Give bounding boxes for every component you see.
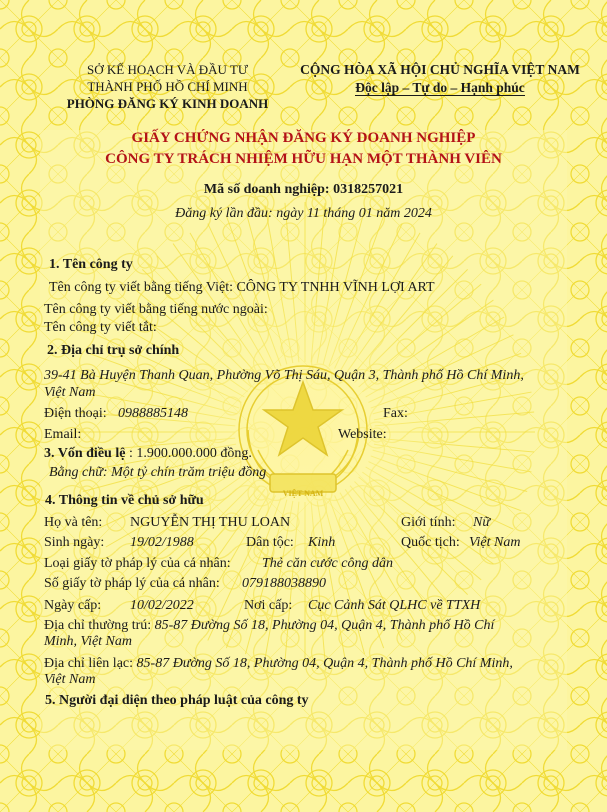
issue-place-value: Cục Cảnh Sát QLHC về TTXH bbox=[308, 598, 481, 613]
idtype-value: Thẻ căn cước công dân bbox=[262, 556, 393, 571]
idno-value: 079188038890 bbox=[242, 576, 326, 591]
charter-capital: 3. Vốn điều lệ : 1.900.000.000 đồng. bbox=[44, 446, 252, 461]
phone-value: 0988885148 bbox=[118, 406, 188, 421]
company-name-foreign: Tên công ty viết bằng tiếng nước ngoài: bbox=[44, 302, 268, 317]
company-name-short: Tên công ty viết tắt: bbox=[44, 320, 157, 335]
enterprise-code: Mã số doanh nghiệp: 0318257021 bbox=[203, 182, 404, 197]
dob-value: 19/02/1988 bbox=[130, 535, 194, 550]
capital-in-words: Bằng chữ: Một tỷ chín trăm triệu đồng bbox=[49, 465, 267, 480]
issue-date-value: 10/02/2022 bbox=[130, 598, 194, 613]
issue-date-label: Ngày cấp: bbox=[44, 598, 102, 613]
issuer-line3: PHÒNG ĐĂNG KÝ KINH DOANH bbox=[66, 96, 269, 111]
nationality-value: Việt Nam bbox=[469, 535, 521, 550]
issue-place-label: Nơi cấp: bbox=[244, 598, 293, 613]
seal-text: VIỆT NAM bbox=[282, 489, 324, 498]
permanent-address: Địa chỉ thường trú: 85-87 Đường Số 18, Phường 04, Quận 4, Thành phố Hồ Chí bbox=[44, 618, 495, 633]
section2-heading: 2. Địa chỉ trụ sở chính bbox=[47, 343, 180, 358]
document-title: GIẤY CHỨNG NHẬN ĐĂNG KÝ DOANH NGHIỆP bbox=[131, 130, 476, 146]
section5-heading: 5. Người đại diện theo pháp luật của công ty bbox=[45, 693, 309, 708]
idtype-label: Loại giấy tờ pháp lý của cá nhân: bbox=[44, 556, 231, 571]
ethnic-value: Kinh bbox=[308, 535, 336, 550]
website-label: Website: bbox=[338, 427, 387, 442]
owner-name-value: NGUYỄN THỊ THU LOAN bbox=[130, 515, 291, 530]
dob-label: Sinh ngày: bbox=[44, 535, 105, 550]
section4-heading: 4. Thông tin về chủ sở hữu bbox=[45, 493, 204, 508]
gender-label: Giới tính: bbox=[401, 515, 456, 530]
national-motto: Độc lập – Tự do – Hạnh phúc bbox=[355, 80, 525, 95]
idno-label: Số giấy tờ pháp lý của cá nhân: bbox=[44, 576, 220, 591]
address-line2: Việt Nam bbox=[44, 385, 96, 400]
issuer-line1: SỞ KẾ HOẠCH VÀ ĐẦU TƯ bbox=[87, 62, 248, 77]
ethnic-label: Dân tộc: bbox=[246, 535, 294, 550]
section1-heading: 1. Tên công ty bbox=[49, 257, 133, 272]
email-label: Email: bbox=[44, 427, 82, 442]
fax-label: Fax: bbox=[383, 406, 408, 421]
gender-value: Nữ bbox=[473, 515, 490, 530]
company-type-title: CÔNG TY TRÁCH NHIỆM HỮU HẠN MỘT THÀNH VIÊN bbox=[105, 151, 502, 167]
permanent-address-line2: Minh, Việt Nam bbox=[44, 634, 133, 649]
address-line1: 39-41 Bà Huyện Thanh Quan, Phường Võ Thị Sáu, Quận 3, Thành phố Hồ Chí Minh, bbox=[44, 368, 524, 383]
phone-label: Điện thoại: bbox=[44, 406, 107, 421]
owner-name-label: Họ và tên: bbox=[44, 515, 103, 530]
nationality-label: Quốc tịch: bbox=[401, 535, 460, 550]
contact-address-line2: Việt Nam bbox=[44, 672, 96, 687]
first-registration-date: Đăng ký lần đầu: ngày 11 tháng 01 năm 2024 bbox=[175, 206, 432, 221]
issuer-line2: THÀNH PHỐ HỒ CHÍ MINH bbox=[87, 79, 248, 94]
contact-address: Địa chỉ liên lạc: 85-87 Đường Số 18, Phường 04, Quận 4, Thành phố Hồ Chí Minh, bbox=[44, 656, 513, 671]
national-title: CỘNG HÒA XÃ HỘI CHỦ NGHĨA VIỆT NAM bbox=[300, 62, 580, 77]
company-name-vn: Tên công ty viết bằng tiếng Việt: CÔNG TY TNHH VĨNH LỢI ART bbox=[49, 280, 435, 295]
